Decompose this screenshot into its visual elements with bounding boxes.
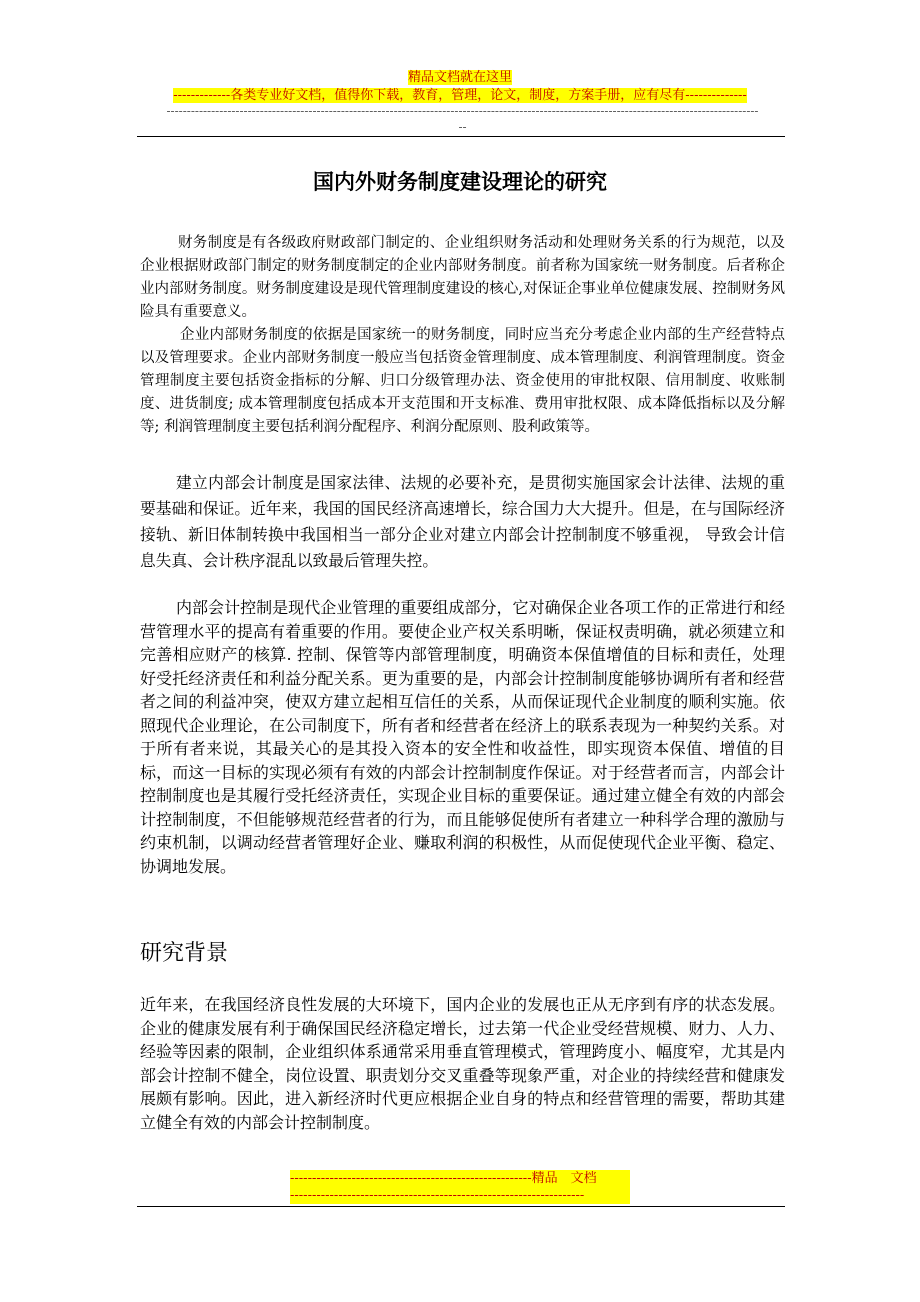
header-banner-title [0, 66, 920, 86]
footer-banner [290, 1170, 630, 1204]
paragraph-2: 企业内部财务制度的依据是国家统一的财务制度，同时应当充分考虑企业内部的生产经营特点以及管理要求。企业内部财务制度一般应当包括资金管理制度、成本管理制度、利润管理制度。资金管理制度主要包括资金指标的分解、归口分级管理办法、资金使用的审批权限、信用制度、收账制度、进货制度; 成本管理制度包括成本开支范围和开支标准、费用审批权限、成本降低指标以及分解等; 利润管理制度主要包括利润分配程序、利润分配原则、股利政策等。 [140, 327, 785, 435]
paragraph-3: 建立内部会计制度是国家法律、法规的必要补充，是贯彻实施国家会计法律、法规的重要基础和保证。近年来，我国的国民经济高速增长，综合国力大大提升。但是，在与国际经济接轨、新旧体制转换中我国相当一部分企业对建立内部会计控制制度不够重视， 导致会计信息失真、会计秩序混乱以致最后管理失控。 [140, 473, 785, 570]
paragraph-4: 内部会计控制是现代企业管理的重要组成部分，它对确保企业各项工作的正常进行和经营管理水平的提高有着重要的作用。要使企业产权关系明晰，保证权责明确，就必须建立和完善相应财产的核算. 控制、保管等内部管理制度，明确资本保值增值的目标和责任，处理好受托经济责任和利益分配关系。更为重要的是，内部会计控制制度能够协调所有者和经营者之间的利益冲突，使双方建立起相互信任的关系，从而保证现代企业制度的顺利实施。依照现代企业理论，在公司制度下，所有者和经营者在经济上的联系表现为一种契约关系。对于所有者来说，其最关心的是其投入资本的安全性和收益性，即实现资本保值、增值的目标，而这一目标的实现必须有有效的内部会计控制制度作保证。对于经营者而言，内部会计控制制度也是其履行受托经济责任，实现企业目标的重要保证。通过建立健全有效的内部会计控制制度，不但能够规范经营者的行为，而且能够促使所有者建立一种科学合理的激励与约束机制，以调动经营者管理好企业、赚取利润的积极性，从而促使现代企业平衡、稳定、协调地发展。 [140, 598, 785, 876]
footer-line-1: -------------------------------------------------------精品 文档 [290, 1170, 630, 1187]
footer-line-2: ------------------------------------------------------------------- [290, 1187, 630, 1204]
header-separator-tail: -- [458, 120, 467, 134]
header-separator-dashes: -------------------------------------------------------------------------------------------------------------------------------------------------- [166, 104, 759, 118]
paragraph-1: 财务制度是有各级政府财政部门制定的、企业组织财务活动和处理财务关系的行为规范，以及企业根据财政部门制定的财务制度制定的企业内部财务制度。前者称为国家统一财务制度。后者称企业内部财务制度。财务制度建设是现代管理制度建设的核心,对保证企事业单位健康发展、控制财务风险具有重要意义。 [140, 235, 785, 320]
header-title-text: 精品文档就在这里 [407, 70, 512, 85]
section-paragraph: 近年来，在我国经济良性发展的大环境下，国内企业的发展也正从无序到有序的状态发展。企业的健康发展有利于确保国民经济稳定增长，过去第一代企业受经营规模、财力、人力、经验等因素的限制，企业组织体系通常采用垂直管理模式，管理跨度小、幅度窄，尤其是内部会计控制不健全，岗位设置、职责划分交叉重叠等现象严重，对企业的持续经营和健康发展颇有影响。因此，进入新经济时代更应根据企业自身的特点和经营管理的需要，帮助其建立健全有效的内部会计控制制度。 [140, 995, 785, 1132]
section-heading: 研究背景 [140, 941, 229, 966]
header-subtitle-text: -------------各类专业好文档，值得你下载，教育，管理，论文，制度，方案手册，应有尽有-------------- [173, 88, 747, 103]
header-banner-subtitle [0, 84, 920, 104]
footer-rule [137, 1206, 785, 1207]
document-title: 国内外财务制度建设理论的研究 [313, 170, 607, 194]
header-rule [137, 136, 785, 137]
